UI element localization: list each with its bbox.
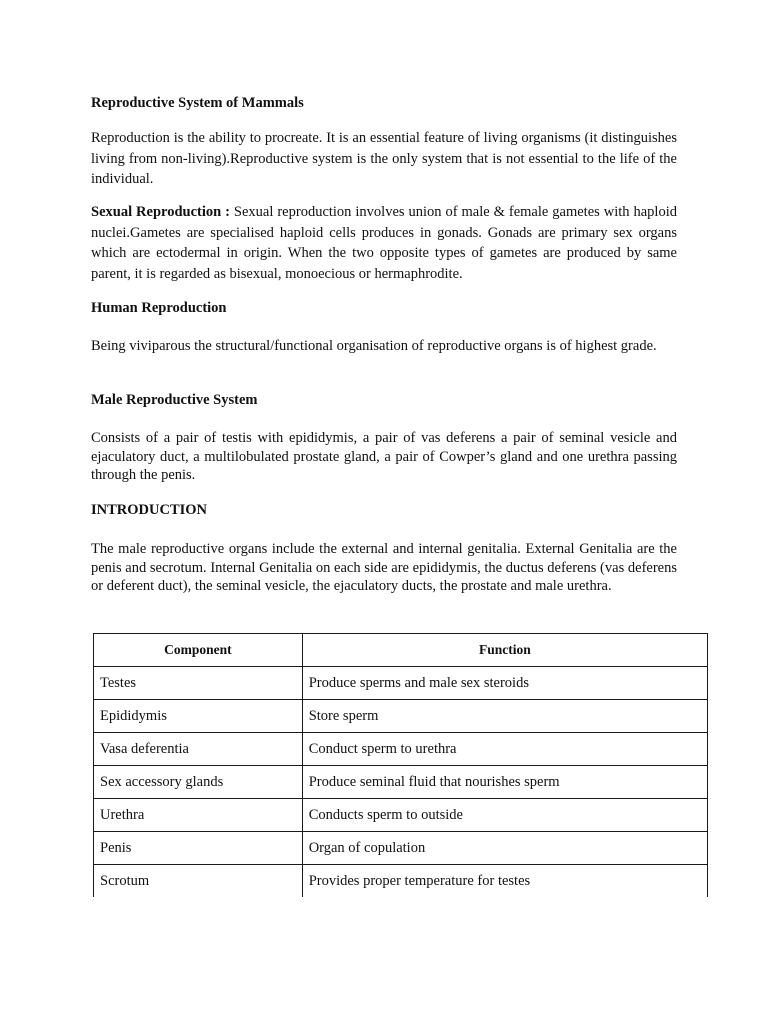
sexual-reproduction-text: Sexual reproduction involves union of male & female gametes with haploid nuclei.Gametes are specialised haploid cells produces in gonads. Gonads are primary sex organs which are ectodermal in origin. When the two opposite types of gametes are produced by same parent, it is regarded as bisexual, monoecious or hermaphrodite. xyxy=(91,204,677,282)
components-table-wrapper xyxy=(93,633,708,897)
intro-paragraph: Reproduction is the ability to procreate. It is an essential feature of living organisms (it distinguishes living from non-living).Reproductive system is the only system that is not essential to the life of the individual. xyxy=(91,130,677,187)
component-cell: Scrotum xyxy=(94,865,303,898)
introduction-heading: INTRODUCTION xyxy=(91,502,208,518)
component-cell: Penis xyxy=(94,832,303,865)
table-row xyxy=(94,832,708,865)
table-row xyxy=(94,700,708,733)
column-header-function: Function xyxy=(302,634,707,667)
document-title: Reproductive System of Mammals xyxy=(91,95,304,111)
function-cell: Produce sperms and male sex steroids xyxy=(302,667,707,700)
sexual-reproduction-paragraph xyxy=(91,202,677,284)
male-system-heading: Male Reproductive System xyxy=(91,392,258,408)
table-header-row xyxy=(94,634,708,667)
table-row xyxy=(94,667,708,700)
sexual-reproduction-lead: Sexual Reproduction : xyxy=(91,204,230,220)
function-cell: Conduct sperm to urethra xyxy=(302,733,707,766)
function-cell: Provides proper temperature for testes xyxy=(302,865,707,898)
function-cell: Organ of copulation xyxy=(302,832,707,865)
function-cell: Conducts sperm to outside xyxy=(302,799,707,832)
table-row xyxy=(94,799,708,832)
column-header-component: Component xyxy=(94,634,303,667)
table-row xyxy=(94,766,708,799)
component-cell: Urethra xyxy=(94,799,303,832)
table-row xyxy=(94,865,708,898)
component-cell: Testes xyxy=(94,667,303,700)
component-cell: Sex accessory glands xyxy=(94,766,303,799)
function-cell: Produce seminal fluid that nourishes sperm xyxy=(302,766,707,799)
table-row xyxy=(94,733,708,766)
human-reproduction-heading: Human Reproduction xyxy=(91,300,227,316)
component-cell: Vasa deferentia xyxy=(94,733,303,766)
function-cell: Store sperm xyxy=(302,700,707,733)
components-table xyxy=(93,633,708,897)
component-cell: Epididymis xyxy=(94,700,303,733)
male-system-paragraph: Consists of a pair of testis with epididymis, a pair of vas deferens a pair of seminal vesicle and ejaculatory duct, a multilobulated prostate gland, a pair of Cowper’s gland and one urethra passing through the penis. xyxy=(91,430,677,483)
human-reproduction-paragraph: Being viviparous the structural/functional organisation of reproductive organs is of highest grade. xyxy=(91,338,657,354)
introduction-paragraph: The male reproductive organs include the external and internal genitalia. External Genitalia are the penis and secrotum. Internal Genitalia on each side are epididymis, the ductus deferens (vas deferens or deferent duct), the seminal vesicle, the ejaculatory ducts, the prostate and male urethra. xyxy=(91,541,677,594)
